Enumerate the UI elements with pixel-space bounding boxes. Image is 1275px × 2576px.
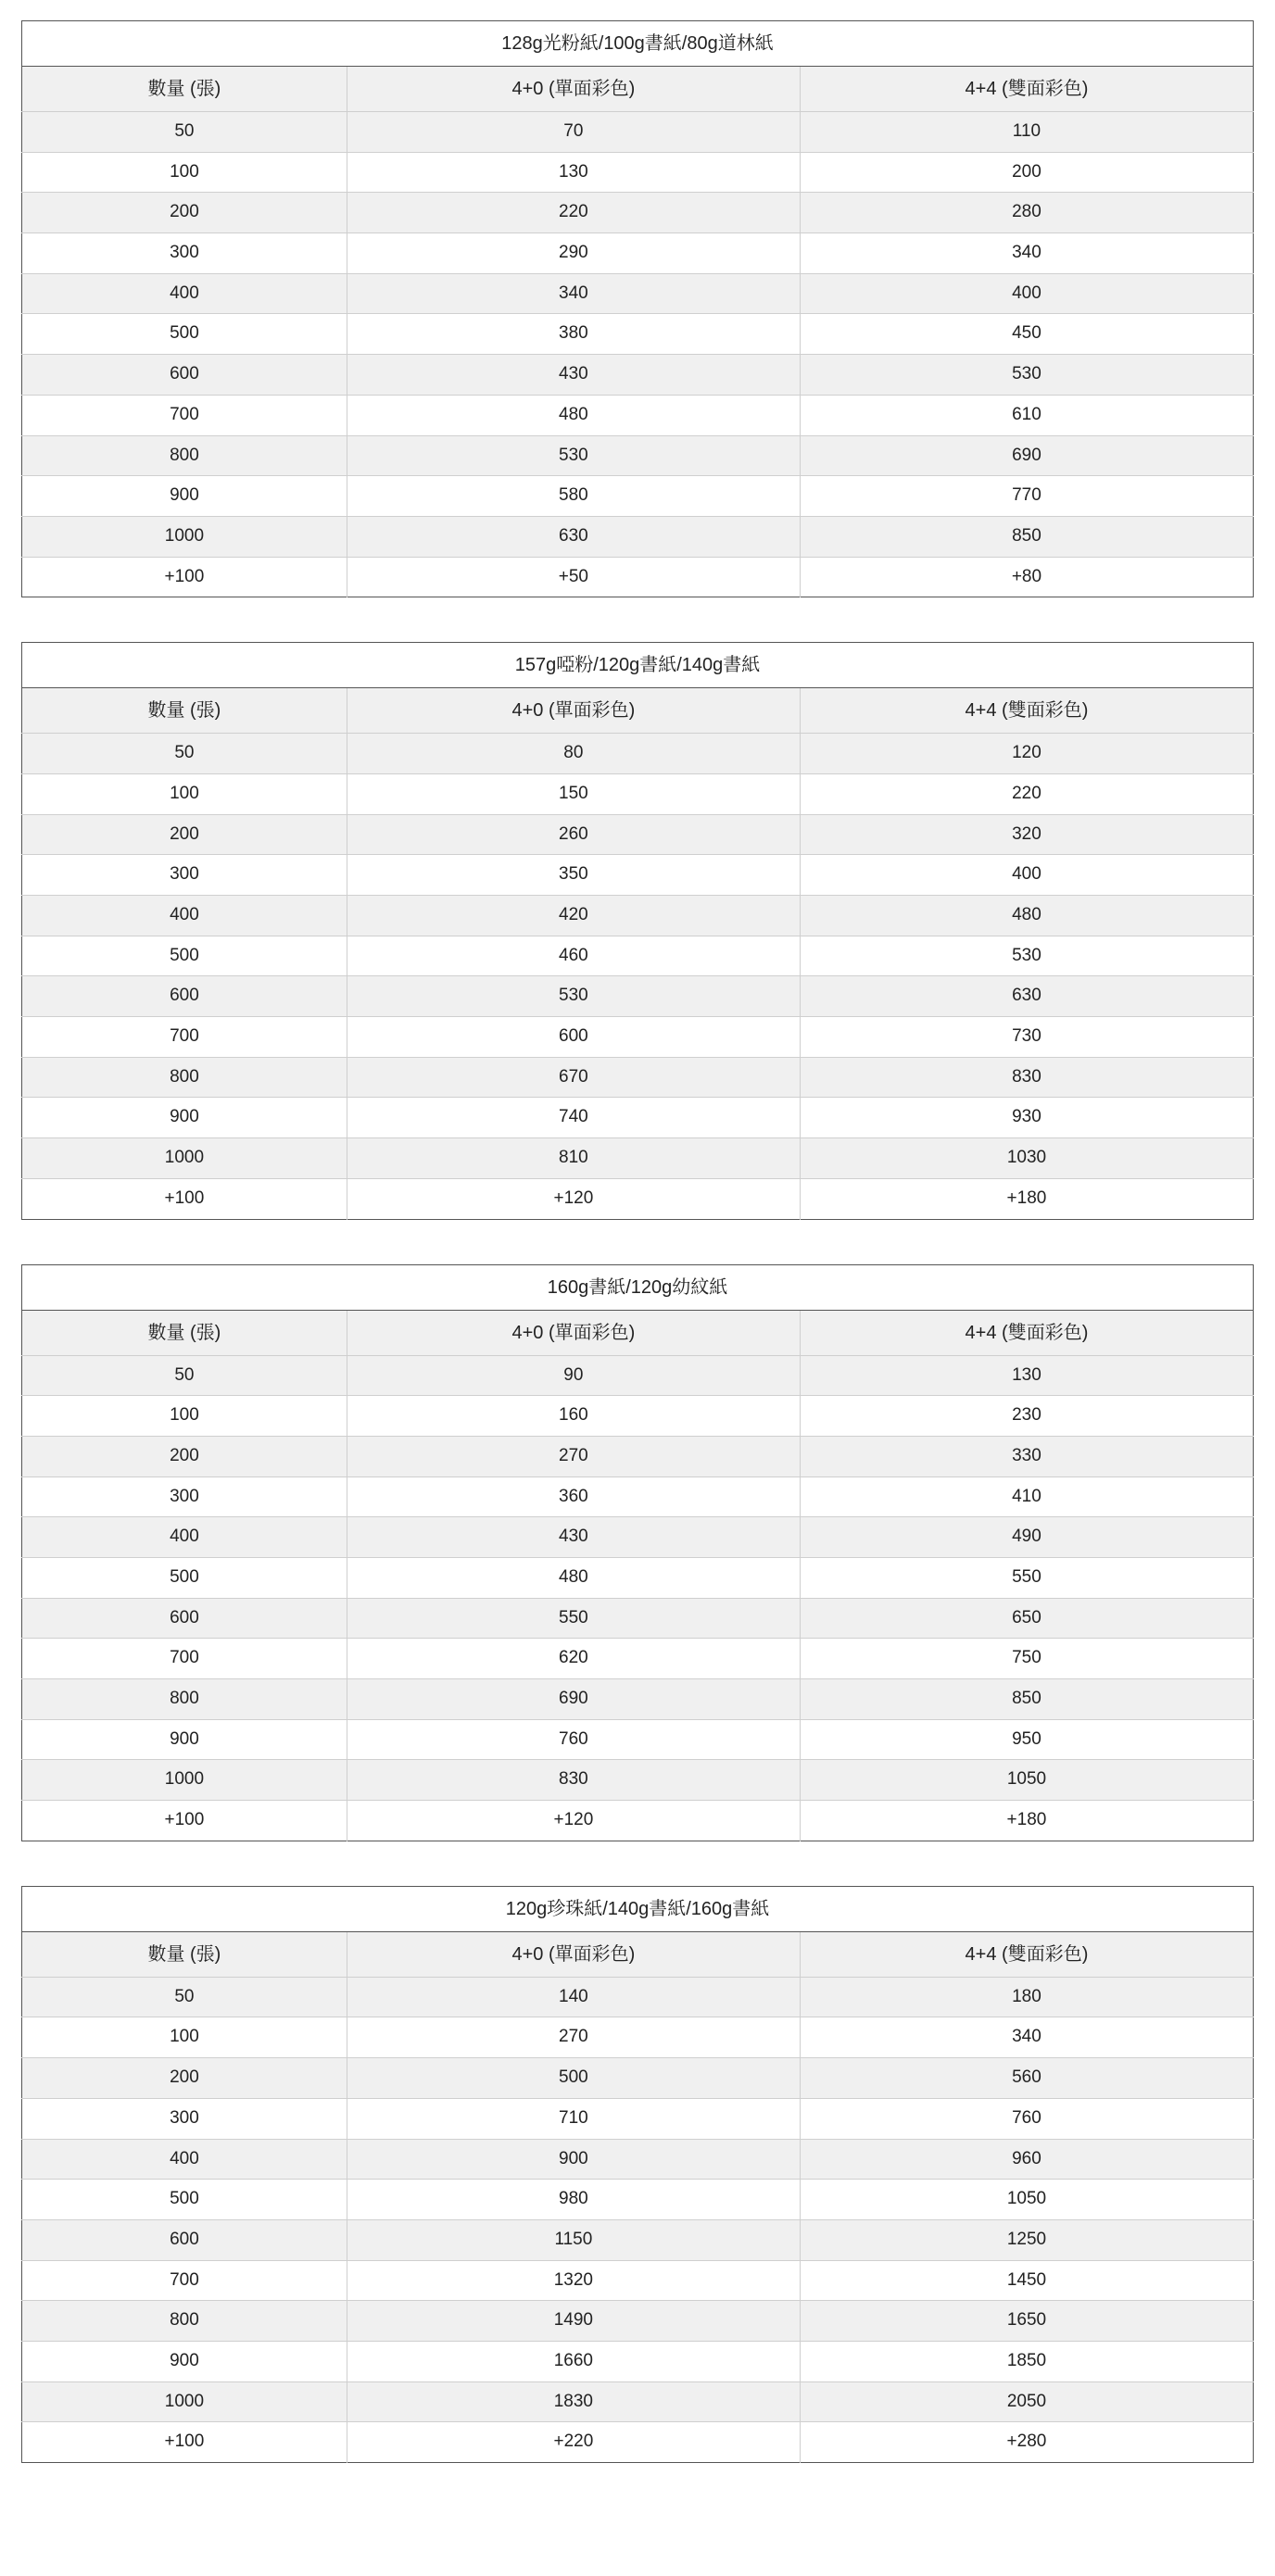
price-cell: 760 (800, 2098, 1253, 2139)
column-header: 4+0 (單面彩色) (347, 688, 800, 734)
price-cell: 710 (347, 2098, 800, 2139)
price-cell: 620 (347, 1639, 800, 1679)
price-cell: 70 (347, 112, 800, 153)
column-header: 數量 (張) (22, 1310, 347, 1355)
price-cell: 550 (800, 1557, 1253, 1598)
table-title: 128g光粉紙/100g書紙/80g道林紙 (22, 21, 1254, 67)
price-cell: +120 (347, 1801, 800, 1841)
price-cell: 1320 (347, 2260, 800, 2301)
table-row (22, 2017, 1254, 2058)
table-title-row (22, 1886, 1254, 1931)
price-cell: 900 (347, 2139, 800, 2180)
price-cell: 260 (347, 814, 800, 855)
table-row (22, 1977, 1254, 2017)
table-row (22, 435, 1254, 476)
price-cell: 280 (800, 193, 1253, 233)
price-cell: 760 (347, 1719, 800, 1760)
quantity-cell: 500 (22, 1557, 347, 1598)
quantity-cell: 800 (22, 2301, 347, 2342)
table-row (22, 152, 1254, 193)
quantity-cell: 300 (22, 233, 347, 274)
table-row (22, 855, 1254, 896)
quantity-cell: 700 (22, 395, 347, 435)
quantity-cell: 600 (22, 355, 347, 396)
price-cell: 1490 (347, 2301, 800, 2342)
price-cell: 810 (347, 1138, 800, 1179)
quantity-cell: 600 (22, 1598, 347, 1639)
price-cell: 730 (800, 1017, 1253, 1058)
price-cell: 1850 (800, 2341, 1253, 2381)
table-row (22, 2341, 1254, 2381)
quantity-cell: 1000 (22, 1138, 347, 1179)
price-cell: 270 (347, 1436, 800, 1476)
price-cell: 690 (347, 1679, 800, 1720)
price-cell: 90 (347, 1355, 800, 1396)
price-cell: 200 (800, 152, 1253, 193)
column-header: 數量 (張) (22, 688, 347, 734)
price-cell: 150 (347, 773, 800, 814)
quantity-cell: 800 (22, 1057, 347, 1098)
quantity-cell: 700 (22, 2260, 347, 2301)
quantity-cell: 1000 (22, 2381, 347, 2422)
price-cell: 530 (800, 936, 1253, 976)
quantity-cell: 400 (22, 273, 347, 314)
price-cell: 110 (800, 112, 1253, 153)
table-row (22, 1801, 1254, 1841)
quantity-cell: 800 (22, 1679, 347, 1720)
price-cell: +180 (800, 1178, 1253, 1219)
quantity-cell: 200 (22, 193, 347, 233)
quantity-cell: 700 (22, 1639, 347, 1679)
column-header: 4+4 (雙面彩色) (800, 67, 1253, 112)
price-cell: 950 (800, 1719, 1253, 1760)
price-cell: 750 (800, 1639, 1253, 1679)
price-cell: 610 (800, 395, 1253, 435)
price-cell: 340 (347, 273, 800, 314)
quantity-cell: 500 (22, 2180, 347, 2220)
price-table (21, 1886, 1254, 2463)
price-cell: 930 (800, 1098, 1253, 1138)
table-row (22, 476, 1254, 517)
price-cell: 430 (347, 355, 800, 396)
table-title: 157g啞粉/120g書紙/140g書紙 (22, 643, 1254, 688)
quantity-cell: +100 (22, 1178, 347, 1219)
quantity-cell: 200 (22, 2058, 347, 2099)
price-cell: 120 (800, 734, 1253, 774)
price-cell: 480 (347, 1557, 800, 1598)
quantity-cell: 800 (22, 435, 347, 476)
price-cell: 220 (347, 193, 800, 233)
table-title-row (22, 21, 1254, 67)
quantity-cell: 400 (22, 2139, 347, 2180)
table-row (22, 2058, 1254, 2099)
quantity-cell: 400 (22, 1517, 347, 1558)
quantity-cell: 500 (22, 936, 347, 976)
table-row (22, 1679, 1254, 1720)
price-cell: 430 (347, 1517, 800, 1558)
price-cell: 160 (347, 1396, 800, 1437)
table-row (22, 2260, 1254, 2301)
table-row (22, 1639, 1254, 1679)
price-cell: 410 (800, 1476, 1253, 1517)
price-cell: +280 (800, 2422, 1253, 2463)
price-cell: 480 (800, 896, 1253, 936)
price-cell: 550 (347, 1598, 800, 1639)
column-header: 4+0 (單面彩色) (347, 67, 800, 112)
quantity-cell: 50 (22, 1355, 347, 1396)
table-row (22, 2098, 1254, 2139)
table-row (22, 1760, 1254, 1801)
price-cell: 130 (800, 1355, 1253, 1396)
price-cell: 270 (347, 2017, 800, 2058)
quantity-cell: 500 (22, 314, 347, 355)
price-cell: 320 (800, 814, 1253, 855)
quantity-cell: 100 (22, 1396, 347, 1437)
table-row (22, 1436, 1254, 1476)
table-header-row (22, 1931, 1254, 1977)
table-row (22, 1017, 1254, 1058)
price-cell: 530 (347, 976, 800, 1017)
quantity-cell: 50 (22, 112, 347, 153)
price-cell: 400 (800, 855, 1253, 896)
table-row (22, 1098, 1254, 1138)
price-cell: 1050 (800, 1760, 1253, 1801)
quantity-cell: 300 (22, 855, 347, 896)
price-table (21, 20, 1254, 597)
table-row (22, 193, 1254, 233)
quantity-cell: 100 (22, 2017, 347, 2058)
table-row (22, 936, 1254, 976)
price-cell: 80 (347, 734, 800, 774)
quantity-cell: 300 (22, 2098, 347, 2139)
column-header: 4+4 (雙面彩色) (800, 1931, 1253, 1977)
price-cell: 350 (347, 855, 800, 896)
price-cell: +180 (800, 1801, 1253, 1841)
table-title: 160g書紙/120g幼紋紙 (22, 1264, 1254, 1310)
table-header-row (22, 67, 1254, 112)
price-cell: 600 (347, 1017, 800, 1058)
table-row (22, 1138, 1254, 1179)
quantity-cell: 300 (22, 1476, 347, 1517)
price-cell: 670 (347, 1057, 800, 1098)
price-cell: 330 (800, 1436, 1253, 1476)
price-cell: 460 (347, 936, 800, 976)
quantity-cell: 900 (22, 1719, 347, 1760)
column-header: 數量 (張) (22, 67, 347, 112)
quantity-cell: 400 (22, 896, 347, 936)
quantity-cell: 50 (22, 1977, 347, 2017)
price-cell: 1050 (800, 2180, 1253, 2220)
quantity-cell: 900 (22, 476, 347, 517)
table-header-row (22, 688, 1254, 734)
quantity-cell: 1000 (22, 516, 347, 557)
table-row (22, 355, 1254, 396)
table-row (22, 1476, 1254, 1517)
price-cell: 1150 (347, 2219, 800, 2260)
price-cell: 1660 (347, 2341, 800, 2381)
column-header: 4+0 (單面彩色) (347, 1310, 800, 1355)
price-cell: 630 (800, 976, 1253, 1017)
table-row (22, 2180, 1254, 2220)
price-cell: 850 (800, 1679, 1253, 1720)
price-cell: 290 (347, 233, 800, 274)
price-cell: 690 (800, 435, 1253, 476)
price-cell: 1030 (800, 1138, 1253, 1179)
price-cell: 380 (347, 314, 800, 355)
table-row (22, 2301, 1254, 2342)
price-cell: 1450 (800, 2260, 1253, 2301)
price-cell: 560 (800, 2058, 1253, 2099)
price-cell: 740 (347, 1098, 800, 1138)
price-cell: 830 (800, 1057, 1253, 1098)
table-row (22, 1355, 1254, 1396)
table-row (22, 1396, 1254, 1437)
price-cell: +220 (347, 2422, 800, 2463)
table-row (22, 1557, 1254, 1598)
column-header: 4+4 (雙面彩色) (800, 688, 1253, 734)
quantity-cell: 900 (22, 2341, 347, 2381)
table-row (22, 314, 1254, 355)
quantity-cell: +100 (22, 557, 347, 597)
table-row (22, 2139, 1254, 2180)
table-row (22, 395, 1254, 435)
quantity-cell: 100 (22, 152, 347, 193)
price-table (21, 642, 1254, 1219)
price-cell: 340 (800, 2017, 1253, 2058)
quantity-cell: 200 (22, 1436, 347, 1476)
table-row (22, 734, 1254, 774)
quantity-cell: +100 (22, 1801, 347, 1841)
column-header: 4+0 (單面彩色) (347, 1931, 800, 1977)
price-cell: 580 (347, 476, 800, 517)
price-cell: 530 (800, 355, 1253, 396)
price-cell: 2050 (800, 2381, 1253, 2422)
price-cell: 960 (800, 2139, 1253, 2180)
price-cell: 180 (800, 1977, 1253, 2017)
quantity-cell: 200 (22, 814, 347, 855)
price-cell: 360 (347, 1476, 800, 1517)
quantity-cell: 50 (22, 734, 347, 774)
price-cell: 340 (800, 233, 1253, 274)
price-cell: 980 (347, 2180, 800, 2220)
price-cell: 400 (800, 273, 1253, 314)
table-row (22, 2381, 1254, 2422)
table-title-row (22, 643, 1254, 688)
table-row (22, 273, 1254, 314)
table-title-row (22, 1264, 1254, 1310)
price-table-block (21, 1264, 1254, 1841)
price-table-block (21, 642, 1254, 1219)
price-cell: 530 (347, 435, 800, 476)
quantity-cell: 1000 (22, 1760, 347, 1801)
table-row (22, 1517, 1254, 1558)
table-row (22, 976, 1254, 1017)
table-row (22, 1178, 1254, 1219)
table-row (22, 112, 1254, 153)
table-row (22, 516, 1254, 557)
price-cell: 1250 (800, 2219, 1253, 2260)
price-cell: 490 (800, 1517, 1253, 1558)
price-cell: +80 (800, 557, 1253, 597)
table-row (22, 773, 1254, 814)
price-cell: 630 (347, 516, 800, 557)
table-row (22, 2422, 1254, 2463)
quantity-cell: +100 (22, 2422, 347, 2463)
table-row (22, 896, 1254, 936)
price-cell: 850 (800, 516, 1253, 557)
price-cell: 230 (800, 1396, 1253, 1437)
table-row (22, 1598, 1254, 1639)
price-cell: 130 (347, 152, 800, 193)
quantity-cell: 100 (22, 773, 347, 814)
table-row (22, 1057, 1254, 1098)
price-cell: +120 (347, 1178, 800, 1219)
table-row (22, 2219, 1254, 2260)
price-cell: 500 (347, 2058, 800, 2099)
quantity-cell: 600 (22, 976, 347, 1017)
price-cell: 220 (800, 773, 1253, 814)
quantity-cell: 900 (22, 1098, 347, 1138)
table-row (22, 1719, 1254, 1760)
table-row (22, 557, 1254, 597)
price-cell: 480 (347, 395, 800, 435)
price-cell: +50 (347, 557, 800, 597)
price-cell: 1830 (347, 2381, 800, 2422)
table-title: 120g珍珠紙/140g書紙/160g書紙 (22, 1886, 1254, 1931)
price-table (21, 1264, 1254, 1841)
table-row (22, 814, 1254, 855)
table-header-row (22, 1310, 1254, 1355)
price-cell: 1650 (800, 2301, 1253, 2342)
price-cell: 450 (800, 314, 1253, 355)
price-cell: 770 (800, 476, 1253, 517)
price-table-block (21, 1886, 1254, 2463)
price-cell: 650 (800, 1598, 1253, 1639)
price-cell: 830 (347, 1760, 800, 1801)
column-header: 4+4 (雙面彩色) (800, 1310, 1253, 1355)
price-table-block (21, 20, 1254, 597)
price-cell: 140 (347, 1977, 800, 2017)
table-row (22, 233, 1254, 274)
column-header: 數量 (張) (22, 1931, 347, 1977)
quantity-cell: 600 (22, 2219, 347, 2260)
quantity-cell: 700 (22, 1017, 347, 1058)
price-cell: 420 (347, 896, 800, 936)
